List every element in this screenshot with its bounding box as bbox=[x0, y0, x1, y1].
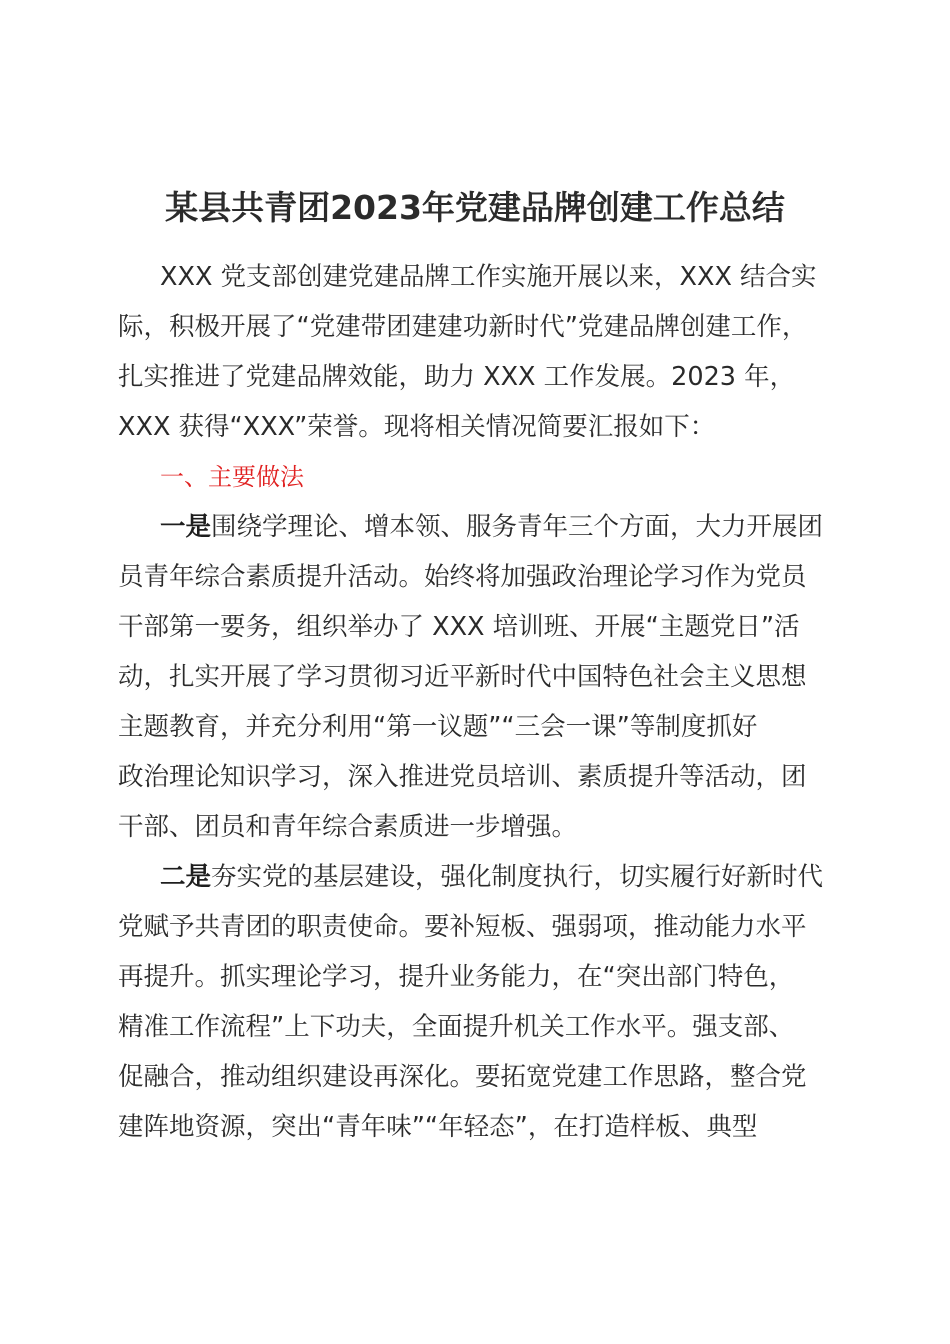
paragraph-lead: 一是 bbox=[160, 512, 212, 542]
paragraph-line: 员青年综合素质提升活动。始终将加强政治理论学习作为党员 bbox=[118, 562, 807, 592]
section-heading: 一、主要做法 bbox=[160, 463, 304, 491]
paragraph-text: 围绕学理论、增本领、服务青年三个方面，大力开展团 bbox=[211, 512, 824, 542]
document-title: 某县共青团2023年党建品牌创建工作总结 bbox=[165, 188, 785, 227]
paragraph-text: 夯实党的基层建设，强化制度执行，切实履行好新时代 bbox=[211, 862, 824, 892]
intro-line: 际，积极开展了“党建带团建建功新时代”党建品牌创建工作， bbox=[118, 312, 808, 342]
intro-line: 扎实推进了党建品牌效能，助力 XXX 工作发展。2023 年， bbox=[118, 362, 796, 392]
paragraph-line: 党赋予共青团的职责使命。要补短板、强弱项，推动能力水平 bbox=[118, 912, 807, 942]
paragraph-first-line bbox=[118, 502, 828, 552]
paragraph-lead: 二是 bbox=[160, 862, 212, 892]
paragraph-line: 再提升。抓实理论学习，提升业务能力，在“突出部门特色， bbox=[118, 962, 795, 992]
paragraph-line: 动，扎实开展了学习贯彻习近平新时代中国特色社会主义思想 bbox=[118, 662, 807, 692]
paragraph-line: 干部、团员和青年综合素质进一步增强。 bbox=[118, 812, 578, 842]
paragraph-line: 精准工作流程”上下功夫，全面提升机关工作水平。强支部、 bbox=[118, 1012, 795, 1042]
paragraph-line: 促融合，推动组织建设再深化。要拓宽党建工作思路，整合党 bbox=[118, 1062, 807, 1092]
paragraph-line: 建阵地资源，突出“青年味”“年轻态”，在打造样板、典型 bbox=[118, 1112, 758, 1142]
paragraph-line: 干部第一要务，组织举办了 XXX 培训班、开展“主题党日”活 bbox=[118, 612, 800, 642]
paragraph-first-line bbox=[118, 852, 828, 902]
intro-line: XXX 获得“XXX”荣誉。现将相关情况简要汇报如下： bbox=[118, 412, 716, 442]
paragraph-line: 主题教育，并充分利用“第一议题”“三会一课”等制度抓好 bbox=[118, 712, 758, 742]
document-body bbox=[118, 252, 828, 1152]
intro-line: XXX 党支部创建党建品牌工作实施开展以来，XXX 结合实 bbox=[160, 262, 817, 292]
paragraph-line: 政治理论知识学习，深入推进党员培训、素质提升等活动，团 bbox=[118, 762, 807, 792]
